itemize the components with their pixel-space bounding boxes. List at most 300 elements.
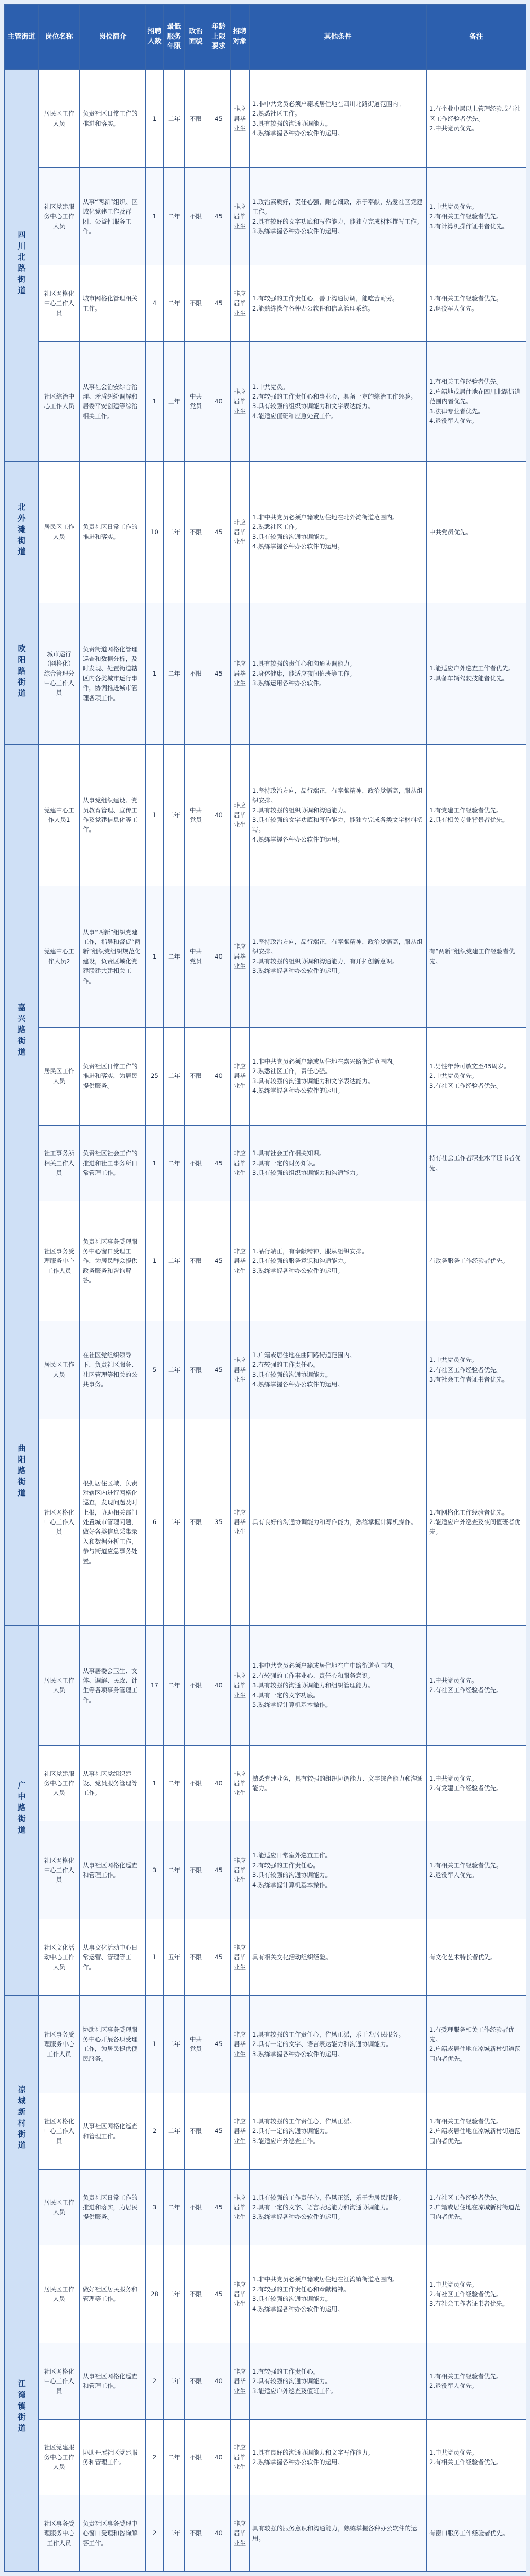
target-cell: 非应届毕业生 (231, 2169, 250, 2245)
condition-line: 2.有较强的工作责任心和事业心，具备一定的综治工作经验。 (252, 392, 417, 400)
years-cell: 二年 (164, 461, 185, 603)
years-cell: 二年 (164, 2245, 185, 2343)
conditions-cell (250, 1027, 427, 1125)
count-cell: 6 (146, 1419, 164, 1625)
street-cell (5, 461, 39, 603)
conditions-cell (250, 70, 427, 168)
condition-line: 4.熟练掌握各种办公软件的运用。 (252, 543, 343, 551)
condition-line: 1.非中共党员必须户籍或居住地在四川北路街道范围内。 (252, 100, 404, 108)
conditions-cell (250, 1995, 427, 2093)
politics-cell: 不限 (185, 1125, 207, 1201)
age-cell: 40 (207, 886, 231, 1027)
note-line: 1.有相关工作经验者优先。 (429, 2372, 502, 2380)
note-line: 1.有相关工作经验者优先。 (429, 1861, 502, 1869)
conditions-cell (250, 461, 427, 603)
post-cell: 居民区工作人员 (39, 461, 80, 603)
target-cell: 非应届毕业生 (231, 1125, 250, 1201)
target-cell: 非应届毕业生 (231, 265, 250, 342)
desc-cell: 负责街道网格化管理巡查和数据分析，及时发现、处置街道辖区内各类城市运行事件，协调推进城市管理各项工作。 (80, 603, 146, 744)
years-cell: 二年 (164, 1321, 185, 1419)
condition-line: 1.户籍或居住地在曲阳路街道范围内。 (252, 1351, 356, 1359)
notes-cell (427, 167, 526, 265)
post-cell: 居民区工作人员 (39, 2245, 80, 2343)
condition-line: 1.非中共党员必须户籍或居住地在广中路街道范围内。 (252, 1662, 399, 1670)
condition-line: 4.熟练掌握各种办公软件的运用。 (252, 129, 343, 137)
header-desc: 岗位简介 (80, 5, 146, 70)
condition-line: 1.中共党员。 (252, 383, 289, 391)
post-cell: 社区网格化中心工作人员 (39, 2343, 80, 2420)
note-line: 1.男性年龄可放宽至45周岁。 (429, 1063, 510, 1070)
street-cell (5, 1995, 39, 2245)
notes-cell (427, 886, 526, 1027)
years-cell: 二年 (164, 2419, 185, 2495)
table-row (5, 1419, 526, 1625)
desc-cell: 从事社区党组织建设、党员服务管理等工作。 (80, 1745, 146, 1821)
politics-cell: 中共党员 (185, 341, 207, 461)
notes-cell (427, 1821, 526, 1919)
street-name: 嘉兴路街道 (16, 1003, 26, 1059)
condition-line: 3.熟练掌握各种办公软件的运用。 (252, 1267, 343, 1274)
condition-line: 1.能适应日常室外巡查工作。 (252, 1852, 331, 1860)
politics-cell: 不限 (185, 461, 207, 603)
years-cell: 二年 (164, 1821, 185, 1919)
table-row (5, 461, 526, 603)
note-line: 1.有相关工作经验者优先。 (429, 2117, 502, 2125)
note-line: 3.有社会工作者证书者优先。 (429, 2300, 508, 2308)
target-cell: 非应届毕业生 (231, 341, 250, 461)
target-cell: 非应届毕业生 (231, 2495, 250, 2572)
note-line: 1.中共党员优先。 (429, 2280, 478, 2288)
count-cell: 2 (146, 2495, 164, 2572)
target-cell: 非应届毕业生 (231, 461, 250, 603)
condition-line: 3.具有较强的沟通协调能力。 (252, 1370, 331, 1378)
count-cell: 25 (146, 1027, 164, 1125)
post-cell: 社区党建服务中心工作人员 (39, 167, 80, 265)
street-cell (5, 2245, 39, 2572)
note-line: 2.有社区工作经验者优先。 (429, 1366, 502, 1374)
post-cell: 社区网格化中心工作人员 (39, 1419, 80, 1625)
target-cell: 非应届毕业生 (231, 1995, 250, 2093)
condition-line: 3.具有较强的文字功底和写作能力，能独立完成各类文字材料撰写。 (252, 816, 423, 834)
note-line: 有政务服务工作经验者优先。 (429, 1257, 509, 1265)
condition-line: 3.具有较强的沟通协调能力。 (252, 119, 331, 127)
note-line: 2.有党建工作经验者优先。 (429, 1784, 502, 1792)
condition-line: 2.具有较强的组织协调和沟通能力。 (252, 806, 350, 814)
condition-line: 2.熟练掌握各种办公软件的运用。 (252, 2458, 343, 2466)
years-cell: 二年 (164, 603, 185, 744)
notes-cell (427, 265, 526, 342)
desc-cell: 负责社区日常工作的推进和落实，为居民提供服务。 (80, 2169, 146, 2245)
note-line: 2.具备车辆驾驶技能者优先。 (429, 674, 508, 682)
count-cell: 17 (146, 1626, 164, 1746)
note-line: 1.能适应户外巡查工作者优先。 (429, 665, 515, 672)
condition-line: 2.有较强的工作事业心、责任心和服务意识。 (252, 1671, 374, 1679)
politics-cell: 不限 (185, 1626, 207, 1746)
notes-cell (427, 2093, 526, 2170)
age-cell: 40 (207, 2419, 231, 2495)
conditions-cell (250, 1919, 427, 1996)
notes-cell (427, 2169, 526, 2245)
condition-line: 4.熟练掌握各种办公软件的运用。 (252, 2305, 343, 2313)
conditions-cell (250, 1201, 427, 1321)
notes-cell (427, 341, 526, 461)
years-cell: 二年 (164, 1125, 185, 1201)
politics-cell: 不限 (185, 1027, 207, 1125)
desc-cell: 从事居委会卫生、文体、调解、民政、计生等各项事务管理工作。 (80, 1626, 146, 1746)
target-cell: 非应届毕业生 (231, 1027, 250, 1125)
age-cell: 40 (207, 341, 231, 461)
post-cell: 社区网格化中心工作人员 (39, 2093, 80, 2170)
desc-cell: 负责社区日常工作的推进和落实。 (80, 461, 146, 603)
conditions-cell (250, 603, 427, 744)
notes-cell (427, 744, 526, 886)
condition-line: 1.非中共党员必须户籍或居住地在北外滩街道范围内。 (252, 514, 399, 521)
desc-cell: 负责社区社会工作的推进和社工事务所日常管理工作。 (80, 1125, 146, 1201)
conditions-cell (250, 1125, 427, 1201)
note-line: 3.有计算机操作证书者优先。 (429, 222, 508, 230)
note-line: 2.户籍或居住地在凉城新村街道范围内者优先。 (429, 2045, 520, 2062)
desc-cell: 从事“两新”组织党建工作，指导和督促“两新”组织党组织规范化建设，负责区域化党建联建共建相关工作。 (80, 886, 146, 1027)
condition-line: 2.具有一定的文字、语言表达能力和沟通协调能力。 (252, 2040, 392, 2048)
post-cell: 社区党建服务中心工作人员 (39, 1745, 80, 1821)
conditions-cell (250, 744, 427, 886)
age-cell: 45 (207, 2169, 231, 2245)
condition-line: 2.有较强的工作责任心。 (252, 1861, 319, 1869)
notes-cell (427, 1626, 526, 1746)
count-cell: 1 (146, 1995, 164, 2093)
count-cell: 1 (146, 1745, 164, 1821)
note-line: 2.户籍或居住地在凉城新村街道范围内者优先。 (429, 2203, 520, 2221)
politics-cell: 不限 (185, 265, 207, 342)
target-cell: 非应届毕业生 (231, 2245, 250, 2343)
count-cell: 1 (146, 1201, 164, 1321)
table-row (5, 1626, 526, 1746)
target-cell: 非应届毕业生 (231, 167, 250, 265)
street-name: 凉城新村街道 (16, 2085, 26, 2153)
condition-line: 3.熟练掌握各种办公软件的运用。 (252, 227, 343, 235)
conditions-cell (250, 2419, 427, 2495)
header-conditions: 其他条件 (250, 5, 427, 70)
notes-cell (427, 2245, 526, 2343)
target-cell: 非应届毕业生 (231, 1919, 250, 1996)
target-cell: 非应届毕业生 (231, 2419, 250, 2495)
condition-line: 4.熟练掌握各种办公软件的运用。 (252, 1087, 343, 1095)
desc-cell: 城市网格化管理相关工作。 (80, 265, 146, 342)
note-line: 持有社会工作者职业水平证书者优先。 (429, 1154, 521, 1172)
notes-cell (427, 2419, 526, 2495)
age-cell: 45 (207, 2093, 231, 2170)
note-line: 有窗口服务工作经验者优先。 (429, 2529, 509, 2537)
age-cell: 45 (207, 1821, 231, 1919)
target-cell: 非应届毕业生 (231, 2343, 250, 2420)
desc-cell: 在社区党组织领导下，负责社区服务、社区管理等相关的公共事务。 (80, 1321, 146, 1419)
age-cell: 35 (207, 1419, 231, 1625)
post-cell: 城市运行（网格化）综合管理分中心工作人员 (39, 603, 80, 744)
header-age: 年龄上限要求 (207, 5, 231, 70)
desc-cell: 从事“两新”组织、区域化党建工作及群团、公益性服务工作。 (80, 167, 146, 265)
years-cell: 二年 (164, 1626, 185, 1746)
age-cell: 45 (207, 1321, 231, 1419)
street-cell (5, 70, 39, 462)
target-cell: 非应届毕业生 (231, 1201, 250, 1321)
age-cell: 40 (207, 2495, 231, 2572)
years-cell: 二年 (164, 886, 185, 1027)
age-cell: 40 (207, 744, 231, 886)
note-line: 中共党员优先。 (429, 528, 472, 536)
table-row (5, 886, 526, 1027)
notes-cell (427, 1919, 526, 1996)
table-row (5, 2093, 526, 2170)
years-cell: 二年 (164, 2495, 185, 2572)
condition-line: 1.坚持政治方向，品行端正，有奉献精神，政治觉悟高，服从组织安排。 (252, 938, 423, 955)
condition-line: 1.坚持政治方向，品行端正，有奉献精神，政治觉悟高，服从组织安排。 (252, 786, 423, 804)
condition-line: 1.具有较强的工作责任心，作风正派，乐于为居民服务。 (252, 2030, 404, 2038)
years-cell: 二年 (164, 744, 185, 886)
street-name: 广中路街道 (16, 1781, 26, 1837)
count-cell: 3 (146, 2169, 164, 2245)
condition-line: 具有良好的沟通协调能力和写作能力，熟练掌握计算机操作。 (252, 1518, 417, 1526)
politics-cell: 不限 (185, 603, 207, 744)
condition-line: 1.具有较强的工作责任心，作风正派。 (252, 2117, 356, 2125)
post-cell: 社区综治中心工作人员 (39, 341, 80, 461)
conditions-cell (250, 341, 427, 461)
age-cell: 45 (207, 1919, 231, 1996)
condition-line: 2.具有一定的沟通协调能力。 (252, 2127, 331, 2135)
notes-cell (427, 1125, 526, 1201)
note-line: 1.有受理服务相关工作经验者优先。 (429, 2025, 515, 2043)
condition-line: 4.能适应值班和应急处置工作。 (252, 412, 338, 420)
count-cell: 1 (146, 886, 164, 1027)
target-cell: 非应届毕业生 (231, 1745, 250, 1821)
post-cell: 居民区工作人员 (39, 2169, 80, 2245)
post-cell: 社区事务受理服务中心工作人员 (39, 2495, 80, 2572)
politics-cell: 不限 (185, 2495, 207, 2572)
years-cell: 二年 (164, 2343, 185, 2420)
note-line: 1.有网格化工作经验者优先。 (429, 1508, 508, 1516)
desc-cell: 根据居住区域，负责对辖区内进行网格化巡查，发现问题及时上报，协助相关部门处置城市管理问题，做好各类信息采集录入和数据分析工作，参与街道应急事务处置。 (80, 1419, 146, 1625)
condition-line: 3.具有较强的沟通协调能力和组织管理能力。 (252, 1681, 374, 1689)
age-cell: 45 (207, 1125, 231, 1201)
age-cell: 45 (207, 461, 231, 603)
note-line: 2.有社区工作经验者优先。 (429, 1686, 502, 1694)
target-cell: 非应届毕业生 (231, 70, 250, 168)
desc-cell: 协助开展社区党建服务和管理工作。 (80, 2419, 146, 2495)
politics-cell: 不限 (185, 70, 207, 168)
post-cell: 社区文化活动中心工作人员 (39, 1919, 80, 1996)
conditions-cell (250, 167, 427, 265)
politics-cell: 中共党员 (185, 886, 207, 1027)
condition-line: 2.熟悉社区工作。 (252, 110, 301, 118)
note-line: 2.有相关工作经验者优先。 (429, 2458, 502, 2466)
target-cell: 非应届毕业生 (231, 1321, 250, 1419)
desc-cell: 负责社区事务受理中心窗口受理和咨询解答工作。 (80, 2495, 146, 2572)
target-cell: 非应届毕业生 (231, 886, 250, 1027)
politics-cell: 不限 (185, 1821, 207, 1919)
desc-cell: 从事社会治安综合治理、矛盾纠纷调解和居委平安创建等综治相关工作。 (80, 341, 146, 461)
condition-line: 2.有较强的工作责任心。 (252, 1361, 319, 1369)
header-politics: 政治面貌 (185, 5, 207, 70)
table-header-row (5, 5, 526, 70)
condition-line: 1.政治素质好，责任心强，耐心细致，乐于奉献，热爱社区党建工作。 (252, 198, 423, 216)
politics-cell: 不限 (185, 1321, 207, 1419)
conditions-cell (250, 2093, 427, 2170)
header-notes: 备注 (427, 5, 526, 70)
condition-line: 1.具有社会工作相关知识。 (252, 1149, 325, 1157)
politics-cell: 中共党员 (185, 1995, 207, 2093)
age-cell: 45 (207, 1201, 231, 1321)
note-line: 1.有相关工作经验者优先。 (429, 378, 502, 386)
street-cell (5, 603, 39, 744)
count-cell: 1 (146, 1125, 164, 1201)
condition-line: 4.具有一定的文字功底。 (252, 1691, 319, 1699)
desc-cell: 协助社区事务受理服务中心开展各项受理工作，为居民提供便民服务。 (80, 1995, 146, 2093)
age-cell: 45 (207, 2245, 231, 2343)
years-cell: 二年 (164, 2169, 185, 2245)
age-cell: 40 (207, 2343, 231, 2420)
table-row (5, 1821, 526, 1919)
table-row (5, 1027, 526, 1125)
note-line: 1.中共党员优先。 (429, 1356, 478, 1364)
conditions-cell (250, 886, 427, 1027)
note-line: 2.中共党员优先。 (429, 1072, 478, 1080)
count-cell: 2 (146, 2419, 164, 2495)
years-cell: 二年 (164, 2093, 185, 2170)
desc-cell: 从事社区网格化巡查和管理工作。 (80, 2093, 146, 2170)
street-cell (5, 1626, 39, 1996)
age-cell: 45 (207, 70, 231, 168)
politics-cell: 不限 (185, 2343, 207, 2420)
table-row (5, 1745, 526, 1821)
notes-cell (427, 2343, 526, 2420)
desc-cell: 负责社区日常工作的推进和落实。 (80, 70, 146, 168)
conditions-cell (250, 1821, 427, 1919)
note-line: 1.中共党员优先。 (429, 202, 478, 210)
condition-line: 2.具有较强的组织协调和沟通能力，有开拓创新意识。 (252, 957, 399, 965)
condition-line: 1.具有良好的沟通协调能力和文字写作能力。 (252, 2448, 374, 2456)
notes-cell (427, 1201, 526, 1321)
street-name: 江湾镇街道 (16, 2379, 26, 2435)
politics-cell: 不限 (185, 2245, 207, 2343)
post-cell: 居民区工作人员 (39, 70, 80, 168)
table-body (5, 70, 526, 2572)
count-cell: 10 (146, 461, 164, 603)
note-line: 1.中共党员优先。 (429, 1774, 478, 1782)
table-row (5, 1995, 526, 2093)
notes-cell (427, 1995, 526, 2093)
table-row (5, 744, 526, 886)
years-cell: 二年 (164, 70, 185, 168)
note-line: 有文化艺术特长者优先。 (429, 1953, 497, 1961)
post-cell: 社区事务受理服务中心工作人员 (39, 1995, 80, 2093)
condition-line: 2.具有较强的服务意识和沟通能力。 (252, 1257, 350, 1265)
count-cell: 1 (146, 70, 164, 168)
table-row (5, 1125, 526, 1201)
conditions-cell (250, 1745, 427, 1821)
notes-cell (427, 603, 526, 744)
street-cell (5, 744, 39, 1321)
condition-line: 3.具有较强的沟通协调能力。 (252, 2295, 331, 2303)
desc-cell: 从事社区网格化巡查和管理工作。 (80, 1821, 146, 1919)
condition-line: 3.熟练掌握各种办公软件的运用。 (252, 2213, 343, 2221)
condition-line: 1.品行端正，有奉献精神，服从组织安排。 (252, 1247, 368, 1255)
age-cell: 40 (207, 1027, 231, 1125)
header-count: 招聘人数 (146, 5, 164, 70)
count-cell: 28 (146, 2245, 164, 2343)
table-row (5, 167, 526, 265)
conditions-cell (250, 1626, 427, 1746)
note-line: 3.有社会工作者证书者优先。 (429, 1375, 508, 1383)
notes-cell (427, 1321, 526, 1419)
post-cell: 社区党建服务中心工作人员 (39, 2419, 80, 2495)
years-cell: 二年 (164, 1027, 185, 1125)
conditions-cell (250, 2495, 427, 2572)
target-cell: 非应届毕业生 (231, 744, 250, 886)
table-row (5, 2495, 526, 2572)
count-cell: 2 (146, 2093, 164, 2170)
condition-line: 3.具有较强的沟通协调能力。 (252, 1871, 331, 1879)
politics-cell: 不限 (185, 2419, 207, 2495)
age-cell: 45 (207, 1995, 231, 2093)
note-line: 3.有社区工作经验者优先。 (429, 1082, 502, 1090)
politics-cell: 不限 (185, 1919, 207, 1996)
age-cell: 40 (207, 1626, 231, 1746)
note-line: 1.有社区工作经验者优先。 (429, 2193, 502, 2201)
table-row (5, 2419, 526, 2495)
years-cell: 二年 (164, 1419, 185, 1625)
notes-cell (427, 2495, 526, 2572)
notes-cell (427, 1745, 526, 1821)
note-line: 2.退役军人优先。 (429, 2382, 478, 2390)
condition-line: 3.能适应户外巡查工作。 (252, 2137, 319, 2145)
condition-line: 2.具有较强的沟通协调能力。 (252, 2377, 331, 2385)
condition-line: 2.熟悉社区工作。 (252, 523, 301, 531)
note-line: 2.具有相关专业背景者优先。 (429, 816, 508, 824)
condition-line: 2.熟悉社区工作，责任心强。 (252, 1067, 331, 1075)
years-cell: 二年 (164, 265, 185, 342)
condition-line: 1.有较强的工作责任心。 (252, 2367, 319, 2375)
condition-line: 1.非中共党员必须户籍或居住地在嘉兴路街道范围内。 (252, 1057, 399, 1065)
table-row (5, 2169, 526, 2245)
conditions-cell (250, 2343, 427, 2420)
condition-line: 3.具有较强的组织协调能力和沟通能力。 (252, 1169, 362, 1176)
condition-line: 3.具有较强的沟通协调能力。 (252, 533, 331, 541)
condition-line: 1.有较强的工作责任心，善于沟通协调，能吃苦耐劳。 (252, 295, 399, 303)
condition-line: 具有相关文化活动组织经验。 (252, 1953, 332, 1961)
count-cell: 1 (146, 341, 164, 461)
condition-line: 3.熟练掌握各种办公软件的运用。 (252, 2050, 343, 2058)
table-row (5, 603, 526, 744)
years-cell: 二年 (164, 167, 185, 265)
count-cell: 1 (146, 744, 164, 886)
street-name: 欧阳路街道 (16, 644, 26, 700)
table-row (5, 1321, 526, 1419)
table-row (5, 1919, 526, 1996)
condition-line: 2.具有一定的文字、语言表达能力和沟通协调能力。 (252, 2203, 392, 2211)
post-cell: 居民区工作人员 (39, 1321, 80, 1419)
note-line: 1.中共党员优先。 (429, 1677, 478, 1685)
condition-line: 具有较强的服务意识和沟通能力，熟练掌握各种办公软件的运用。 (252, 2525, 417, 2542)
condition-line: 3.熟练掌握各种办公软件的运用。 (252, 967, 343, 975)
politics-cell: 不限 (185, 1419, 207, 1625)
condition-line: 2.具有较好的文字功底和写作能力，能独立完成材料撰写工作。 (252, 217, 423, 225)
conditions-cell (250, 2245, 427, 2343)
condition-line: 4.熟练掌握计算机基本操作。 (252, 1881, 331, 1889)
desc-cell: 负责社区日常工作的推进和落实，为居民提供服务。 (80, 1027, 146, 1125)
years-cell: 三年 (164, 341, 185, 461)
post-cell: 社区网格化中心工作人员 (39, 265, 80, 342)
target-cell: 非应届毕业生 (231, 2093, 250, 2170)
count-cell: 3 (146, 1821, 164, 1919)
